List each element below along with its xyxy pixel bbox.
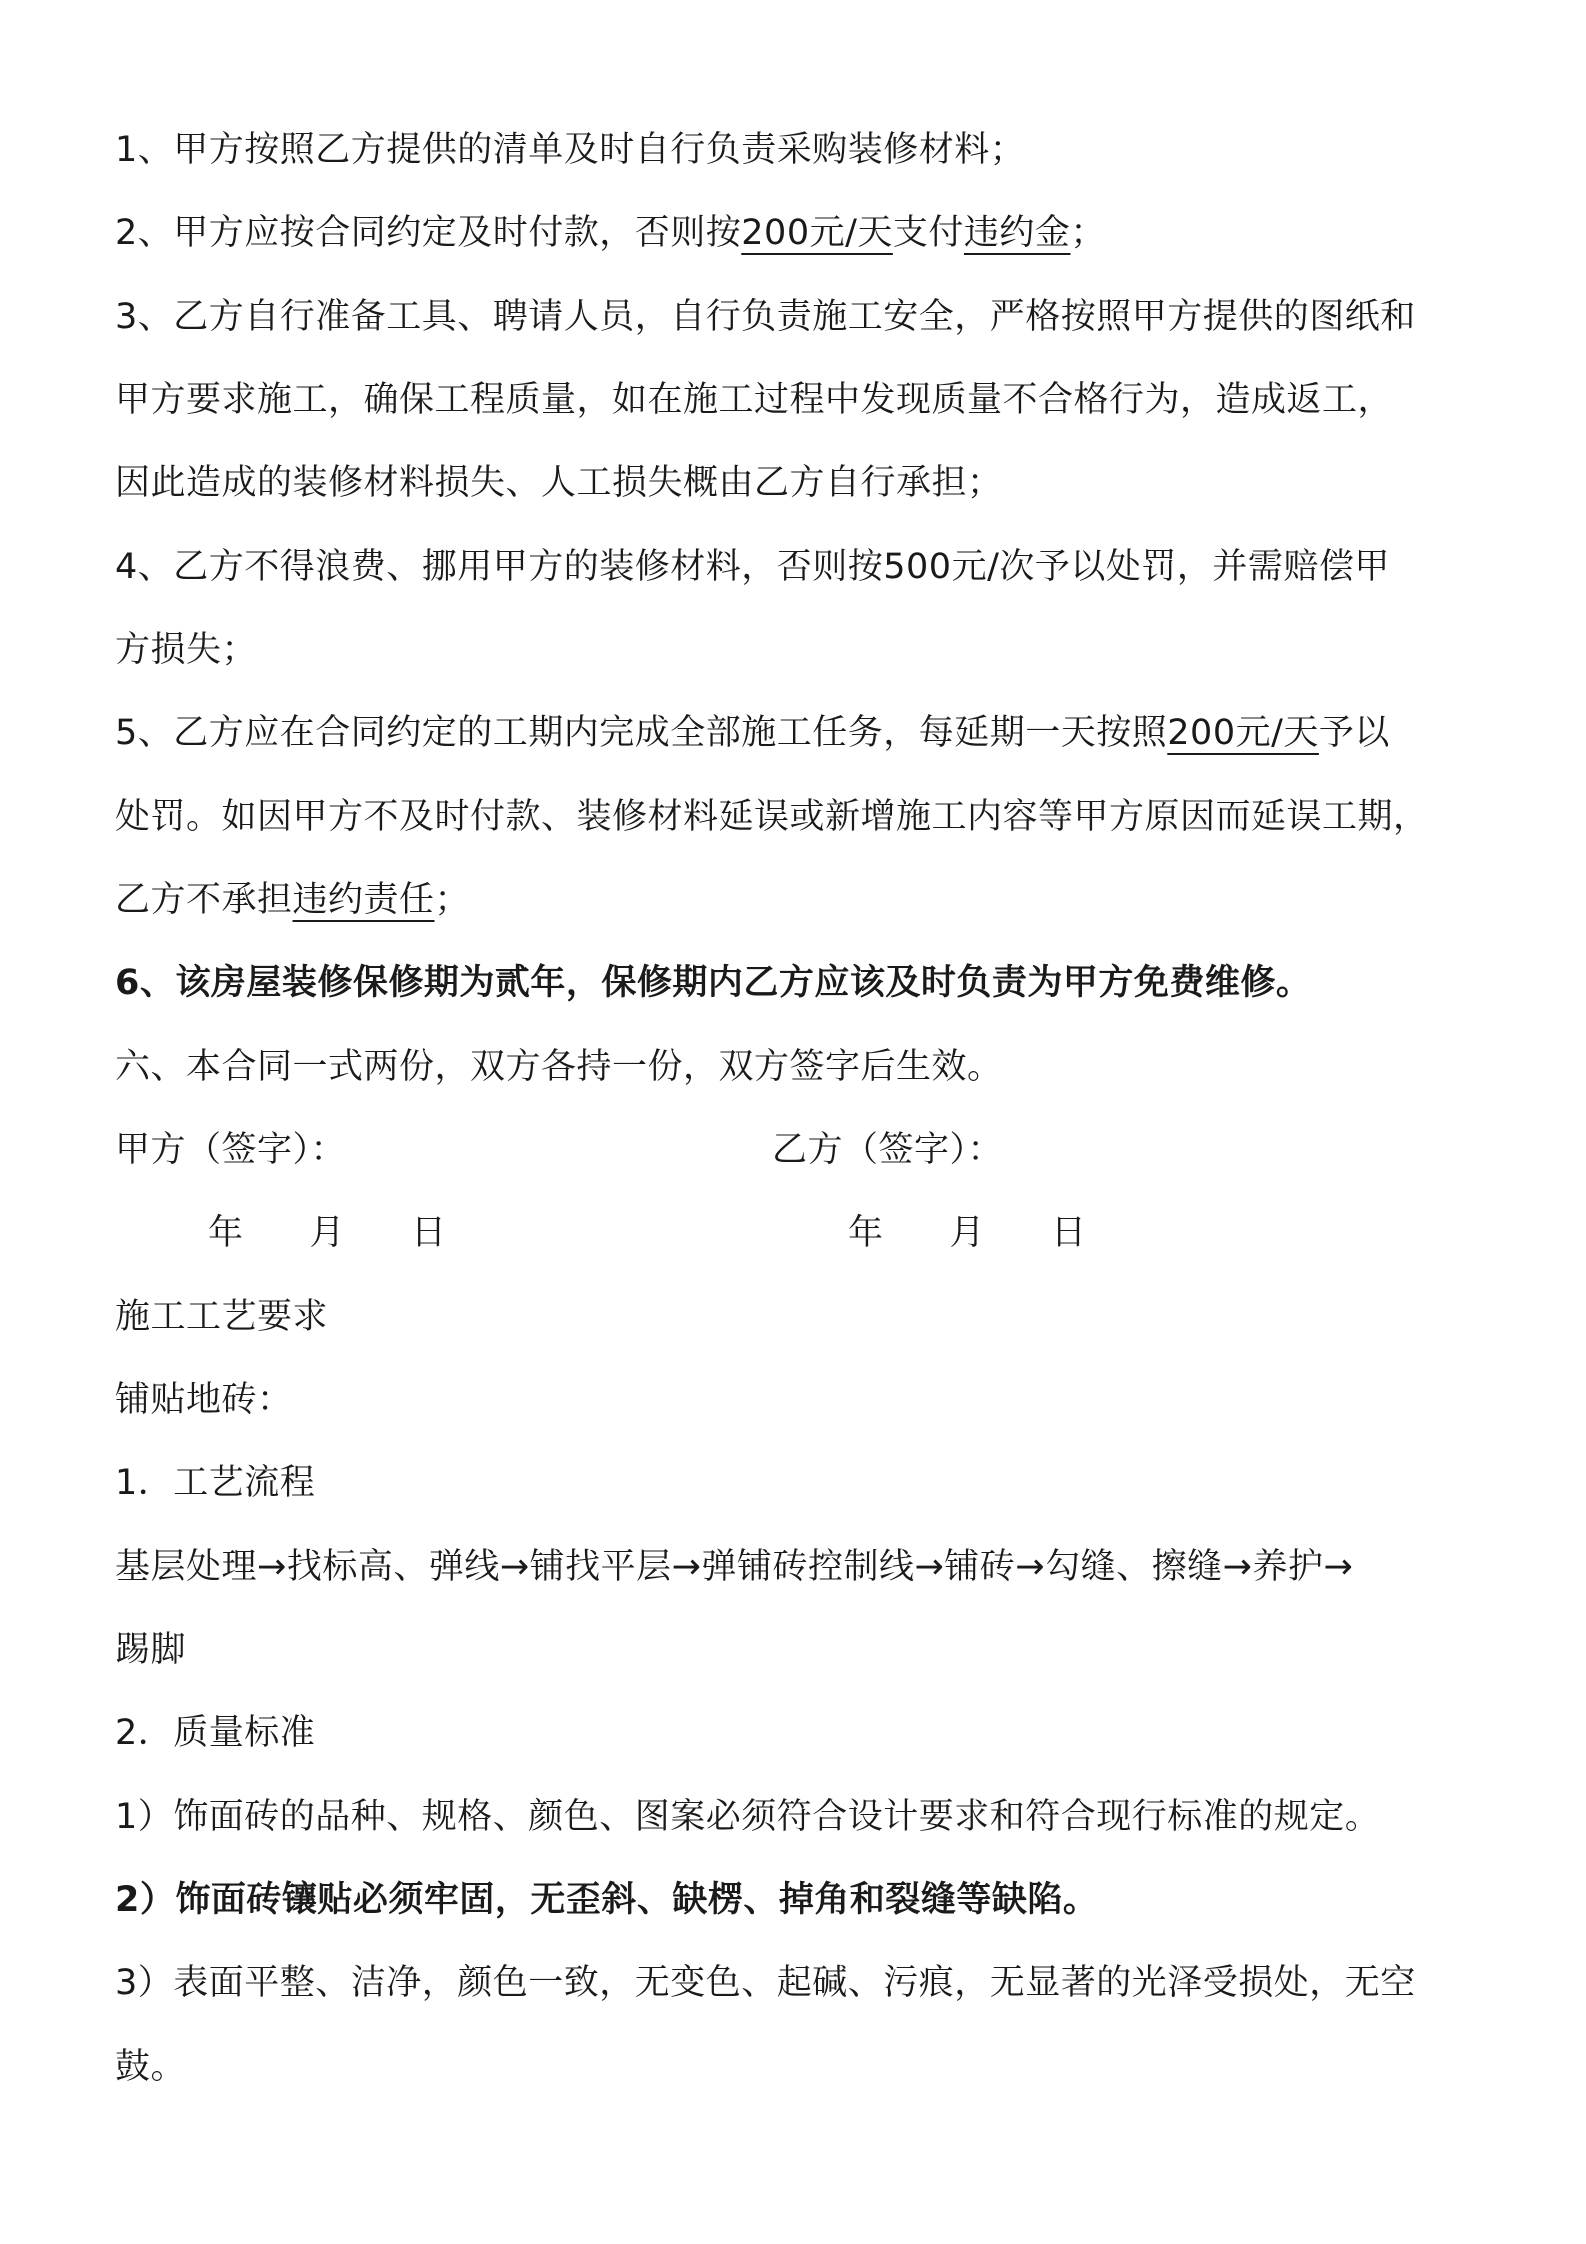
date-year: 年 <box>208 1213 244 1253</box>
item-3-line-3: 因此造成的装修材料损失、人工损失概由乙方自行承担； <box>115 463 1003 503</box>
party-a-signature-label: 甲方（签字）： <box>115 1130 347 1170</box>
date-day: 日 <box>1051 1213 1087 1253</box>
party-b-date <box>848 1208 1087 1258</box>
quality-item-3-line-1: 3）表面平整、洁净，颜色一致，无变色、起碱、污痕，无显著的光泽受损处，无空 <box>115 1963 1416 2003</box>
item-5-line-3 <box>115 875 470 925</box>
item-3-line-1: 3、乙方自行准备工具、聘请人员，自行负责施工安全，严格按照甲方提供的图纸和 <box>115 297 1416 337</box>
item-5-l3-pre: 乙方不承担 <box>115 880 293 920</box>
date-month: 月 <box>309 1213 346 1253</box>
item-4-line-2: 方损失； <box>115 630 258 670</box>
item-5-line-1 <box>115 708 1390 758</box>
section-1-title: 1．工艺流程 <box>115 1463 316 1503</box>
item-3-line-2: 甲方要求施工，确保工程质量，如在施工过程中发现质量不合格行为，造成返工， <box>115 380 1394 420</box>
item-5-amount: 200元/天 <box>1167 713 1319 753</box>
craft-subtitle: 铺贴地砖： <box>115 1380 293 1420</box>
quality-item-3-line-2: 鼓。 <box>115 2047 187 2087</box>
clause-six: 六、本合同一式两份，双方各持一份，双方签字后生效。 <box>115 1047 1003 1087</box>
party-b-signature-label: 乙方（签字）： <box>772 1130 1004 1170</box>
item-1: 1、甲方按照乙方提供的清单及时自行负责采购装修材料； <box>115 130 1026 170</box>
item-5-text: 5、乙方应在合同约定的工期内完成全部施工任务，每延期一天按照 <box>115 713 1168 753</box>
item-2-amount: 200元/天 <box>741 213 893 253</box>
item-5-liability: 违约责任 <box>292 880 435 920</box>
quality-item-2: 2）饰面砖镶贴必须牢固，无歪斜、缺楞、掉角和裂缝等缺陷。 <box>115 1880 1099 1920</box>
party-a-date <box>208 1208 447 1258</box>
process-flow-line-2: 踢脚 <box>115 1630 187 1670</box>
item-5-line-2: 处罚。如因甲方不及时付款、装修材料延误或新增施工内容等甲方原因而延误工期， <box>115 797 1429 837</box>
item-2-mid: 支付 <box>892 213 964 253</box>
quality-item-1: 1）饰面砖的品种、规格、颜色、图案必须符合设计要求和符合现行标准的规定。 <box>115 1797 1381 1837</box>
date-month: 月 <box>949 1213 986 1253</box>
item-2-text: 2、甲方应按合同约定及时付款，否则按 <box>115 213 742 253</box>
section-2-title: 2．质量标准 <box>115 1713 316 1753</box>
item-2 <box>115 208 1106 258</box>
item-6: 6、该房屋装修保修期为贰年，保修期内乙方应该及时负责为甲方免费维修。 <box>115 963 1312 1003</box>
item-5-l3-end: ； <box>434 880 471 920</box>
craft-title: 施工工艺要求 <box>115 1297 329 1337</box>
item-2-penalty: 违约金 <box>963 213 1071 253</box>
item-4-line-1: 4、乙方不得浪费、挪用甲方的装修材料，否则按500元/次予以处罚，并需赔偿甲 <box>115 547 1390 587</box>
process-flow-line-1: 基层处理→找标高、弹线→铺找平层→弹铺砖控制线→铺砖→勾缝、擦缝→养护→ <box>115 1547 1354 1587</box>
item-2-end: ； <box>1070 213 1106 253</box>
item-5-end: 予以 <box>1318 713 1390 753</box>
date-year: 年 <box>848 1213 884 1253</box>
date-day: 日 <box>411 1213 447 1253</box>
